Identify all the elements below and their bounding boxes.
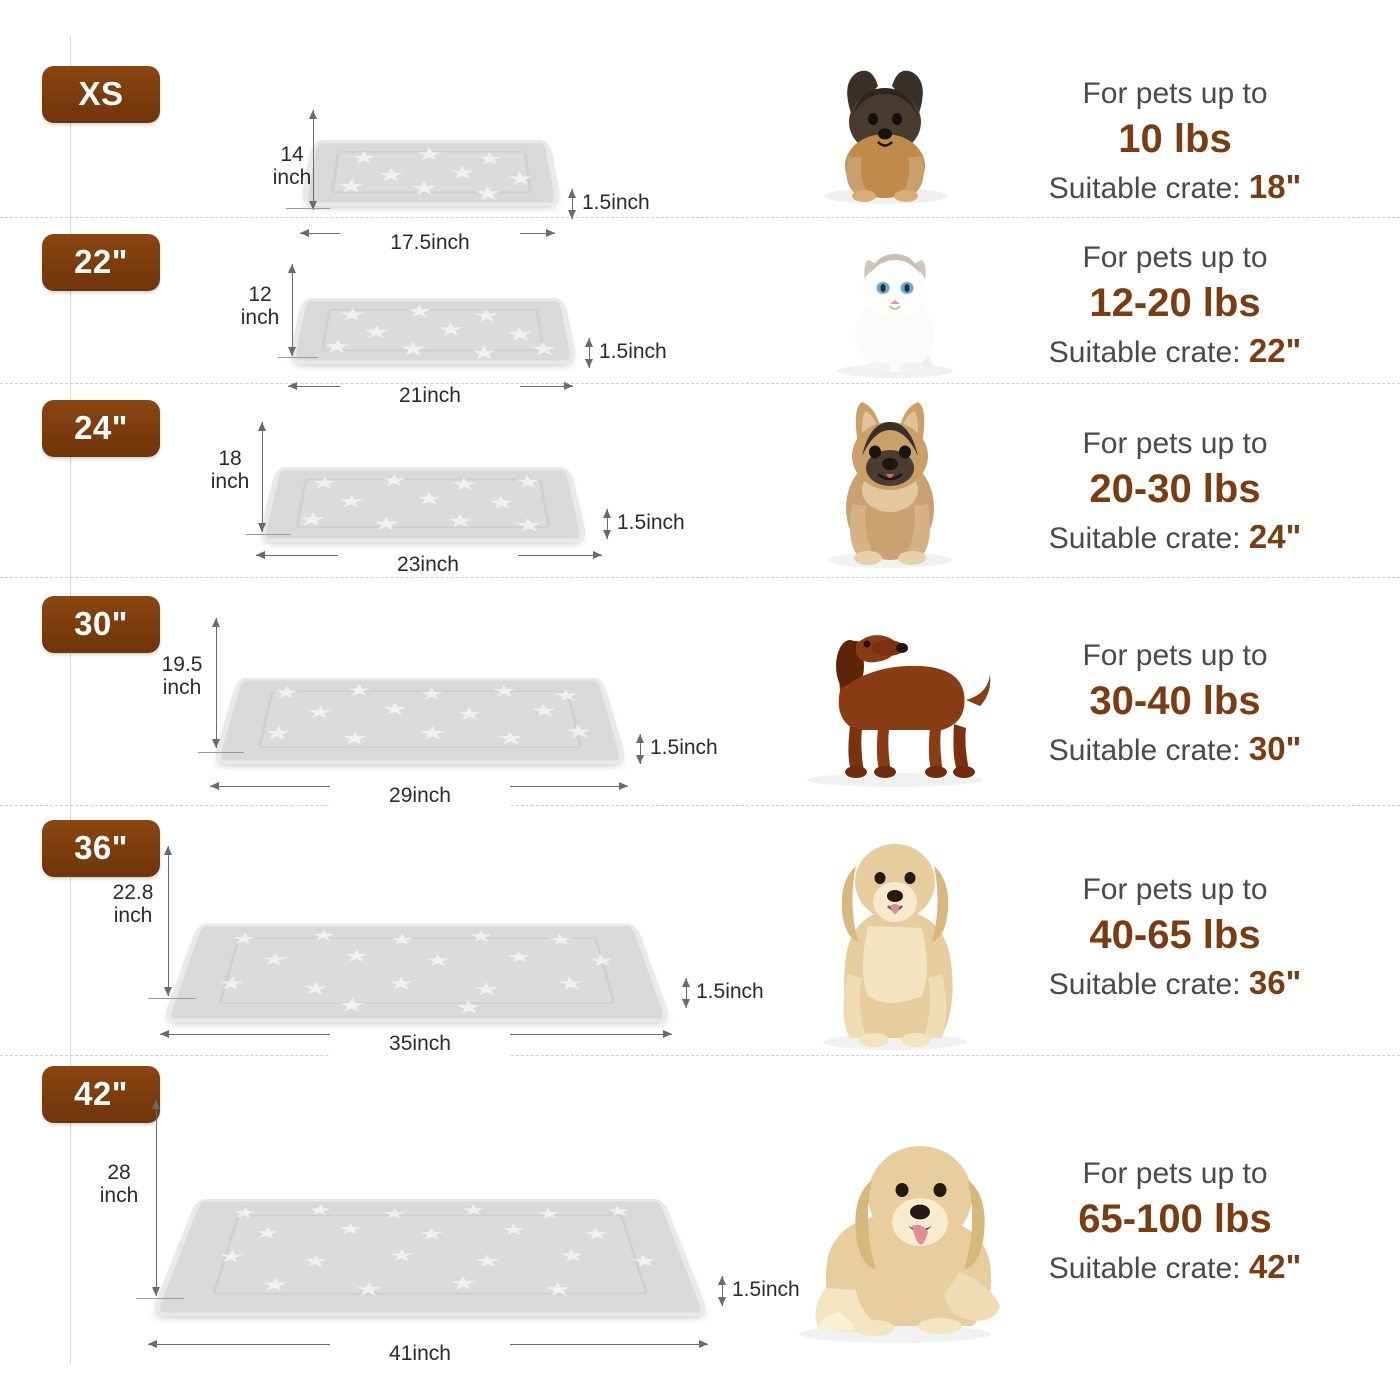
width-label-xs: 17.5inch	[340, 232, 520, 255]
crate-line: Suitable crate: 18"	[1048, 168, 1302, 206]
thickness-label-24: 1.5inch	[617, 511, 685, 534]
weight-value: 20-30 lbs	[1089, 466, 1261, 511]
crate-line: Suitable crate: 24"	[1048, 518, 1302, 556]
width-label-24: 23inch	[338, 554, 518, 577]
thickness-arrow-42	[722, 1276, 723, 1306]
mat-illustration-xs	[300, 88, 562, 206]
size-badge-xs: XS	[42, 66, 160, 123]
thickness-label-36: 1.5inch	[696, 980, 764, 1003]
star-pattern	[219, 680, 621, 760]
pet-photo-dachshund	[770, 608, 1010, 788]
pet-photo-golden-retriever-lying	[770, 1076, 1020, 1346]
weight-value: 12-20 lbs	[1089, 280, 1261, 325]
depth-arrow-42	[156, 1100, 157, 1296]
size-row	[0, 36, 1400, 254]
depth-label-42: 28 inch	[99, 1161, 139, 1207]
mat-illustration-30	[212, 604, 628, 764]
depth-arrow-xs	[313, 110, 314, 210]
mat-illustration-22	[288, 246, 578, 364]
thickness-label-42: 1.5inch	[732, 1278, 800, 1301]
weight-value: 65-100 lbs	[1078, 1196, 1272, 1241]
guide-tick	[286, 208, 330, 209]
size-row	[0, 578, 1400, 806]
for-pets-label: For pets up to	[1082, 77, 1268, 110]
pet-photo-golden-retriever-sitting	[790, 816, 1000, 1051]
thickness-label-30: 1.5inch	[650, 736, 718, 759]
crate-value: 30"	[1248, 730, 1302, 768]
depth-arrow-36	[168, 846, 169, 996]
depth-arrow-22	[292, 264, 293, 356]
guide-tick	[148, 998, 196, 999]
star-pattern	[157, 1202, 702, 1313]
size-badge-36: 36"	[42, 820, 160, 877]
crate-line: Suitable crate: 22"	[1048, 332, 1302, 370]
thickness-arrow-22	[589, 338, 590, 368]
width-label-30: 29inch	[330, 785, 510, 808]
weight-value: 40-65 lbs	[1089, 912, 1261, 957]
depth-label-24: 18 inch	[210, 447, 250, 493]
depth-label-22: 12 inch	[240, 283, 280, 329]
thickness-arrow-36	[686, 978, 687, 1008]
mat-illustration-42	[150, 1088, 710, 1316]
depth-label-36: 22.8 inch	[112, 881, 154, 927]
size-row	[0, 218, 1400, 407]
info-xs	[1010, 76, 1340, 208]
pet-photo-french-bulldog	[790, 394, 990, 569]
info-30	[1010, 638, 1340, 770]
for-pets-label: For pets up to	[1082, 427, 1268, 460]
pet-photo-ragdoll-cat	[800, 238, 990, 378]
depth-arrow-30	[216, 618, 217, 748]
mat-illustration-36	[162, 836, 672, 1022]
width-label-22: 21inch	[340, 385, 520, 408]
thickness-label-22: 1.5inch	[599, 340, 667, 363]
depth-label-xs: 14 inch	[272, 143, 312, 189]
thickness-arrow-xs	[572, 189, 573, 219]
for-pets-label: For pets up to	[1082, 241, 1268, 274]
crate-value: 18"	[1248, 168, 1302, 206]
thickness-arrow-30	[640, 734, 641, 764]
crate-line: Suitable crate: 30"	[1048, 730, 1302, 768]
info-24	[1010, 426, 1340, 558]
info-22	[1010, 240, 1340, 372]
guide-tick	[136, 1298, 184, 1299]
crate-line: Suitable crate: 42"	[1048, 1248, 1302, 1286]
size-badge-42: 42"	[42, 1066, 160, 1123]
for-pets-label: For pets up to	[1082, 639, 1268, 672]
for-pets-label: For pets up to	[1082, 873, 1268, 906]
pet-photo-yorkshire-terrier	[790, 56, 980, 206]
crate-value: 22"	[1248, 332, 1302, 370]
width-label-42: 41inch	[330, 1343, 510, 1366]
depth-label-30: 19.5 inch	[161, 653, 203, 699]
thickness-arrow-24	[607, 509, 608, 539]
size-row	[0, 1056, 1400, 1364]
size-row	[0, 806, 1400, 1056]
thickness-label-xs: 1.5inch	[582, 191, 650, 214]
guide-tick	[198, 752, 244, 753]
star-pattern	[265, 470, 581, 538]
depth-arrow-24	[262, 422, 263, 532]
info-42	[1010, 1156, 1340, 1288]
guide-tick	[278, 357, 318, 358]
star-pattern	[295, 301, 572, 360]
crate-line: Suitable crate: 36"	[1048, 964, 1302, 1002]
for-pets-label: For pets up to	[1082, 1157, 1268, 1190]
star-pattern	[169, 926, 664, 1018]
guide-tick	[246, 534, 290, 535]
weight-value: 30-40 lbs	[1089, 678, 1261, 723]
size-row	[0, 384, 1400, 578]
crate-value: 36"	[1248, 964, 1302, 1002]
star-pattern	[307, 143, 556, 202]
mat-illustration-24	[258, 406, 588, 542]
crate-value: 24"	[1248, 518, 1302, 556]
size-badge-22: 22"	[42, 234, 160, 291]
width-label-36: 35inch	[330, 1033, 510, 1056]
weight-value: 10 lbs	[1118, 116, 1232, 161]
size-badge-30: 30"	[42, 596, 160, 653]
size-badge-24: 24"	[42, 400, 160, 457]
crate-value: 42"	[1248, 1248, 1302, 1286]
info-36	[1010, 872, 1340, 1004]
